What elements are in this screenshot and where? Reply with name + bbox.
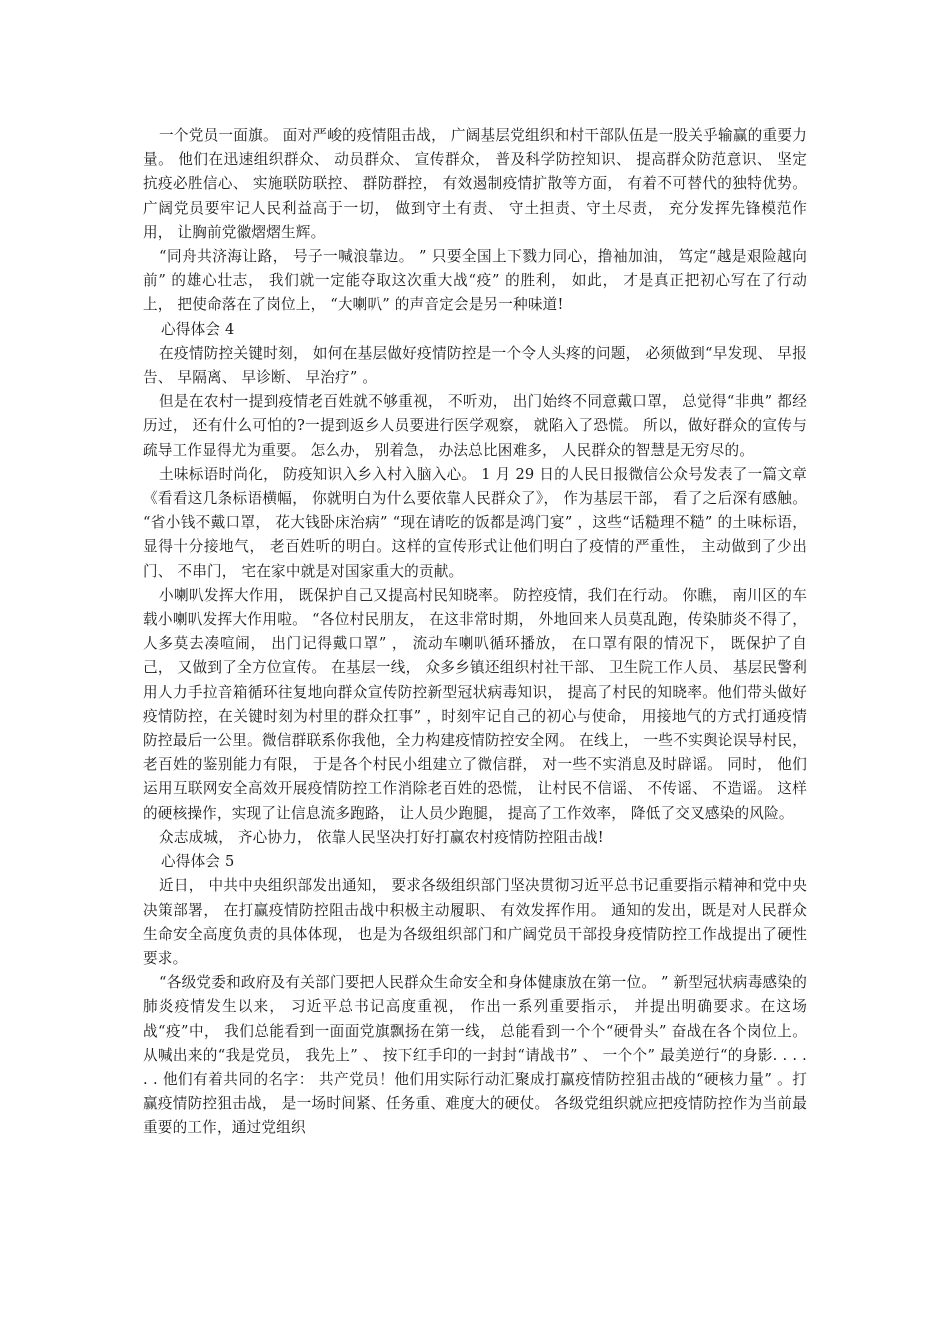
paragraph: 土味标语时尚化， 防疫知识入乡入村入脑入心。 1 月 29 日的人民日报微信公众号发表了一篇文章《看看这几条标语横幅， 你就明白为什么要依靠人民群众了》， 作为基层干部， 看了之后深有感触。 “省小钱不戴口罩， 花大钱卧床治病” “现在请吃的饭都是鸿门宴” ，这些“话糙理不糙” 的土味标语， 显得十分接地气， 老百姓听的明白。这样的宣传形式让他们明白了疫情的严重性， 主动做到了少出门、 不串门， 宅在家中就是对国家重大的贡献。 [143, 465, 807, 580]
section-heading: 心得体会 5 [161, 853, 235, 871]
paragraph: 近日， 中共中央组织部发出通知， 要求各级组织部门坚决贯彻习近平总书记重要指示精神和党中央决策部署， 在打赢疫情防控阻击战中积极主动履职、 有效发挥作用。 通知的发出，既是对人民群众生命安全高度负责的具体体现， 也是为各级组织部门和广阔党员干部投身疫情防控工作战提出了硬性要求。 [143, 877, 807, 967]
paragraph: “同舟共济海让路， 号子一喊浪靠边。 ” 只要全国上下戮力同心，撸袖加油， 笃定“越是艰险越向前” 的雄心壮志， 我们就一定能夺取这次重大战“疫” 的胜利， 如此， 才是真正把初心写在了行动上， 把使命落在了岗位上， “大喇叭” 的声音定会是另一种味道! [143, 248, 807, 314]
paragraph: “各级党委和政府及有关部门要把人民群众生命安全和身体健康放在第一位。 ” 新型冠状病毒感染的肺炎疫情发生以来， 习近平总书记高度重视， 作出一系列重要指示， 并提出明确要求。在这场战“疫”中， 我们总能看到一面面党旗飘扬在第一线， 总能看到一个个“硬骨头” 奋战在各个岗位上。 从喊出来的“我是党员， 我先上” 、 按下红手印的一封封“请战书” 、 一个个” 最美逆行“的身影. . . . . . 他们有着共同的名字： 共产党员！他们用实际行动汇聚成打赢疫情防控狙击战的“硬核力量” 。打赢疫情防控狙击战， 是一场时间紧、任务重、难度大的硬仗。 各级党组织就应把疫情防控作为当前最重要的工作，通过党组织 [143, 974, 807, 1137]
paragraph: 但是在农村一提到疫情老百姓就不够重视， 不听劝， 出门始终不同意戴口罩， 总觉得“非典” 都经历过， 还有什么可怕的?一提到返乡人员要进行医学观察， 就陷入了恐慌。 所以，做好群众的宣传与疏导工作显得尤为重要。 怎么办， 别着急， 办法总比困难多， 人民群众的智慧是无穷尽的。 [143, 393, 807, 459]
section-heading: 心得体会 4 [161, 320, 235, 338]
paragraph: 众志成城， 齐心协力， 依靠人民坚决打好打赢农村疫情防控阻击战! [159, 828, 604, 846]
paragraph: 小喇叭发挥大作用， 既保护自己又提高村民知晓率。 防控疫情，我们在行动。 你瞧， 南川区的车载小喇叭发挥大作用啦。 “各位村民朋友， 在这非常时期， 外地回来人员莫乱跑，传染肺炎不得了， 人多莫去凑喧闹， 出门记得戴口罩” ， 流动车喇叭循环播放， 在口罩有限的情况下， 既保护了自己， 又做到了全方位宣传。 在基层一线， 众多乡镇还组织村社干部、 卫生院工作人员、 基层民警利用人力手拉音箱循环往复地向群众宣传防控新型冠状病毒知识， 提高了村民的知晓率。他们带头做好疫情防控，在关键时刻为村里的群众扛事” ，时刻牢记自己的初心与使命， 用接地气的方式打通疫情防控最后一公里。微信群联系你我他，全力构建疫情防控安全网。 在线上， 一些不实舆论误导村民， 老百姓的鉴别能力有限， 于是各个村民小组建立了微信群， 对一些不实消息及时辟谣。 同时， 他们运用互联网安全高效开展疫情防控工作消除老百姓的恐慌， 让村民不信谣、 不传谣、 不造谣。 这样的硬核操作，实现了让信息流多跑路， 让人员少跑腿， 提高了工作效率， 降低了交叉感染的风险。 [143, 586, 807, 822]
paragraph: 一个党员一面旗。 面对严峻的疫情阻击战， 广阔基层党组织和村干部队伍是一股关乎输赢的重要力量。 他们在迅速组织群众、 动员群众、 宣传群众， 普及科学防控知识、 提高群众防范意识、 坚定抗疫必胜信心、 实施联防联控、 群防群控， 有效遏制疫情扩散等方面， 有着不可替代的独特优势。 广阔党员要牢记人民利益高于一切， 做到守土有责、 守土担责、守土尽责， 充分发挥先锋模范作用， 让胸前党徽熠熠生辉。 [143, 127, 807, 241]
paragraph: 在疫情防控关键时刻， 如何在基层做好疫情防控是一个令人头疼的问题， 必须做到“早发现、 早报告、 早隔离、 早诊断、 早治疗” 。 [143, 344, 807, 387]
document-body [143, 124, 807, 1141]
